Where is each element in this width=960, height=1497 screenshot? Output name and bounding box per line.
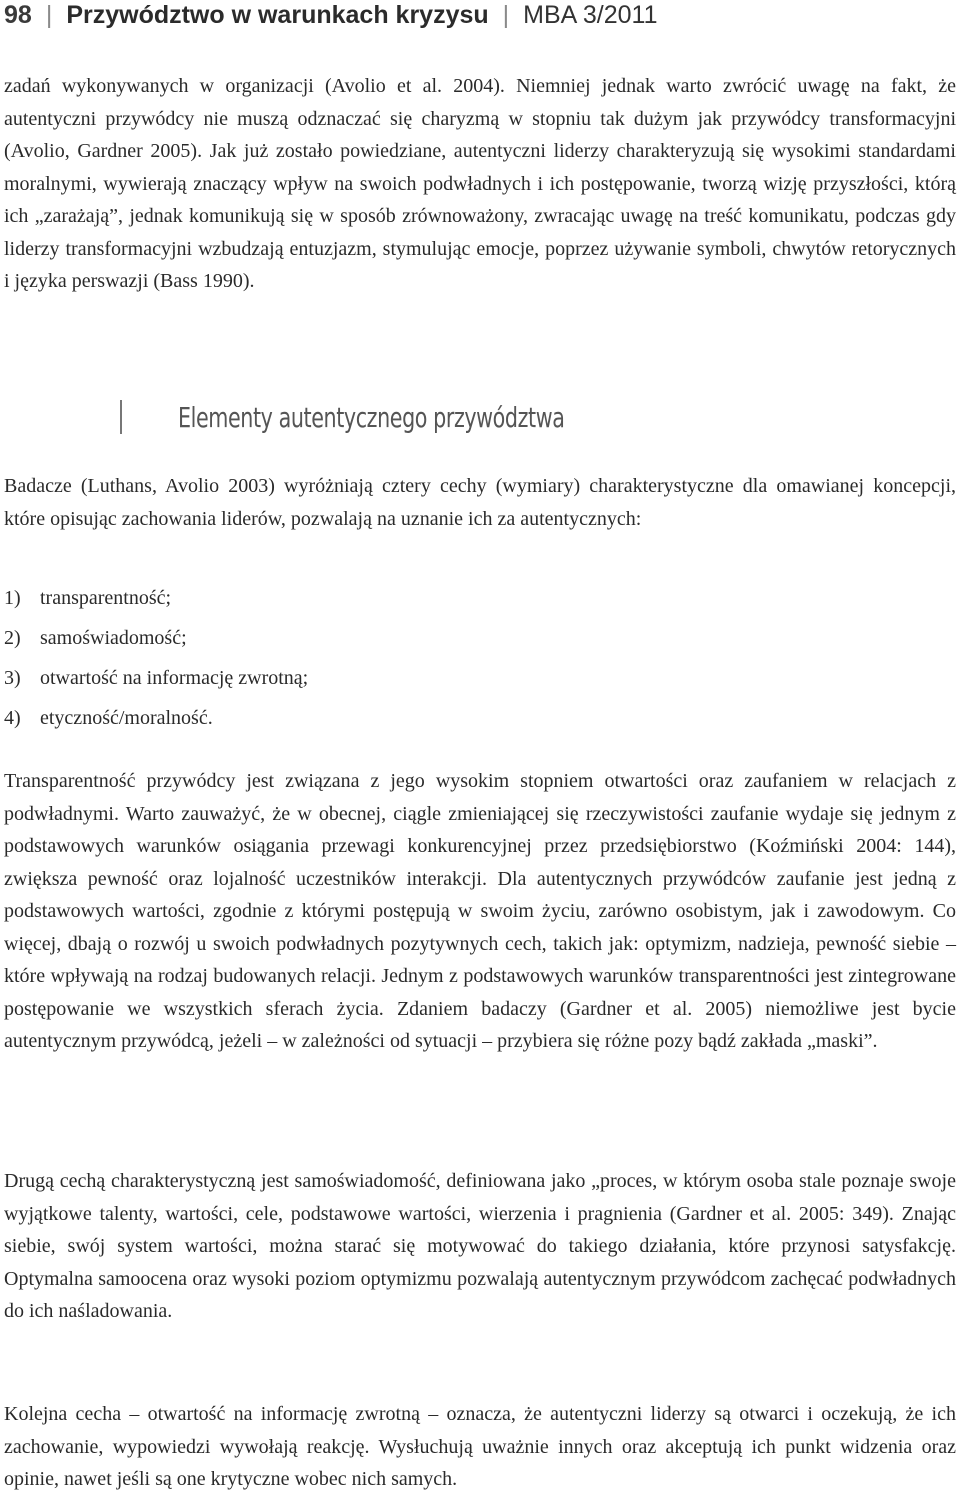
heading-bar (120, 400, 122, 434)
paragraph: Drugą cechą charakterystyczną jest samoświadomość, definiowana jako „proces, w którym osoba stale poznaje swoje wyjątkowe talenty, wartości, cele, podstawowe wartości, wierzenia i pragnienia (Gardner et al. 2005: 349). Znając siebie, swój system wartości, można starać się motywować do takiego działania, które przynosi satysfakcję. Optymalna samoocena oraz wysoki poziom optymizmu pozwalają autentycznym przywódcom zachęcać podwładnych do ich naśladowania. (4, 1170, 956, 1322)
paragraph: Transparentność przywódcy jest związana z jego wysokim stopniem otwartości oraz zaufaniem w relacjach z podwładnymi. Warto zauważyć, że w obecnej, ciągle zmieniającej się rzeczywistości zaufanie wydaje się jednym z podstawowych warunków osiągania przewagi konkurencyjnej przez przedsiębiorstwo (Koźmiński 2004: 144), zwiększa pewność oraz lojalność uczestników interakcji. Dla autentycznych przywódców zaufanie jest jedną z podstawowych wartości, zgodnie z którymi postępują w swoim życiu, zarówno osobistym, jak i zawodowym. Co więcej, dbają o rozwój u swoich podwładnych pozytywnych cech, takich jak: optymizm, nadzieja, pewność siebie – które wpływają na rodzaj budowanych relacji. Jednym z podstawowych warunków transparentności jest zintegrowane postępowanie we wszystkich sferach życia. Zdaniem badaczy (Gardner et al. 2005) niemożliwe jest bycie autentycznym przywódcą, jeżeli – w zależności od sytuacji – przybiera się różne pozy bądź zakłada „maski”. (4, 770, 956, 1052)
list-item-text: otwartość na informację zwrotną; (40, 667, 309, 689)
paragraph: Kolejna cecha – otwartość na informację zwrotną – oznacza, że autentyczni liderzy są otwarci i oczekują, że ich zachowanie, wypowiedzi wywołają reakcję. Wysłuchują uważnie innych oraz akceptują ich punkt widzenia oraz opinie, nawet jeśli są one krytyczne wobec nich samych. (4, 1403, 956, 1490)
list-marker: 2) (4, 627, 21, 649)
running-header (4, 0, 658, 30)
list-item (4, 618, 308, 658)
list-marker: 3) (4, 667, 21, 689)
feature-list (4, 578, 308, 738)
paragraph: zadań wykonywanych w organizacji (Avolio et al. 2004). Niemniej jednak warto zwrócić uwagę na fakt, że autentyczni przywódcy nie muszą odznaczać się charyzmą w stopniu tak dużym jak przywódcy transformacyjni (Avolio, Gardner 2005). Jak już zostało powiedziane, autentyczni liderzy charakteryzują się wysokimi standardami moralnymi, wywierają znaczący wpływ na swoich podwładnych i ich postępowanie, tworzą wizję przyszłości, którą ich „zarażają”, jednak komunikują się w sposób zrównoważony, zwracając uwagę na treść komunikatu, podczas gdy liderzy transformacyjni wzbudzają entuzjazm, stymulując emocje, poprzez używanie symboli, chwytów retorycznych i języka perswazji (Bass 1990). (4, 75, 956, 292)
list-marker: 1) (4, 587, 21, 609)
section-heading-text: Elementy autentycznego przywództwa (178, 400, 565, 434)
list-item-text: etyczność/moralność. (40, 707, 213, 729)
list-marker: 4) (4, 707, 21, 729)
list-item (4, 578, 308, 618)
section-heading (120, 396, 649, 438)
header-separator: | (45, 0, 53, 29)
journal-section-title: Przywództwo w warunkach kryzysu (66, 0, 489, 29)
list-item-text: samoświadomość; (40, 627, 187, 649)
page-number: 98 (4, 0, 32, 29)
paragraph: Badacze (Luthans, Avolio 2003) wyróżniają cztery cechy (wymiary) charakterystyczne dla omawianej koncepcji, które opisując zachowania liderów, pozwalają na uznanie ich za autentycznych: (4, 475, 956, 530)
list-item (4, 698, 308, 738)
header-separator: | (502, 0, 510, 29)
list-item (4, 658, 308, 698)
list-item-text: transparentność; (40, 587, 172, 609)
journal-issue: MBA 3/2011 (523, 0, 658, 29)
